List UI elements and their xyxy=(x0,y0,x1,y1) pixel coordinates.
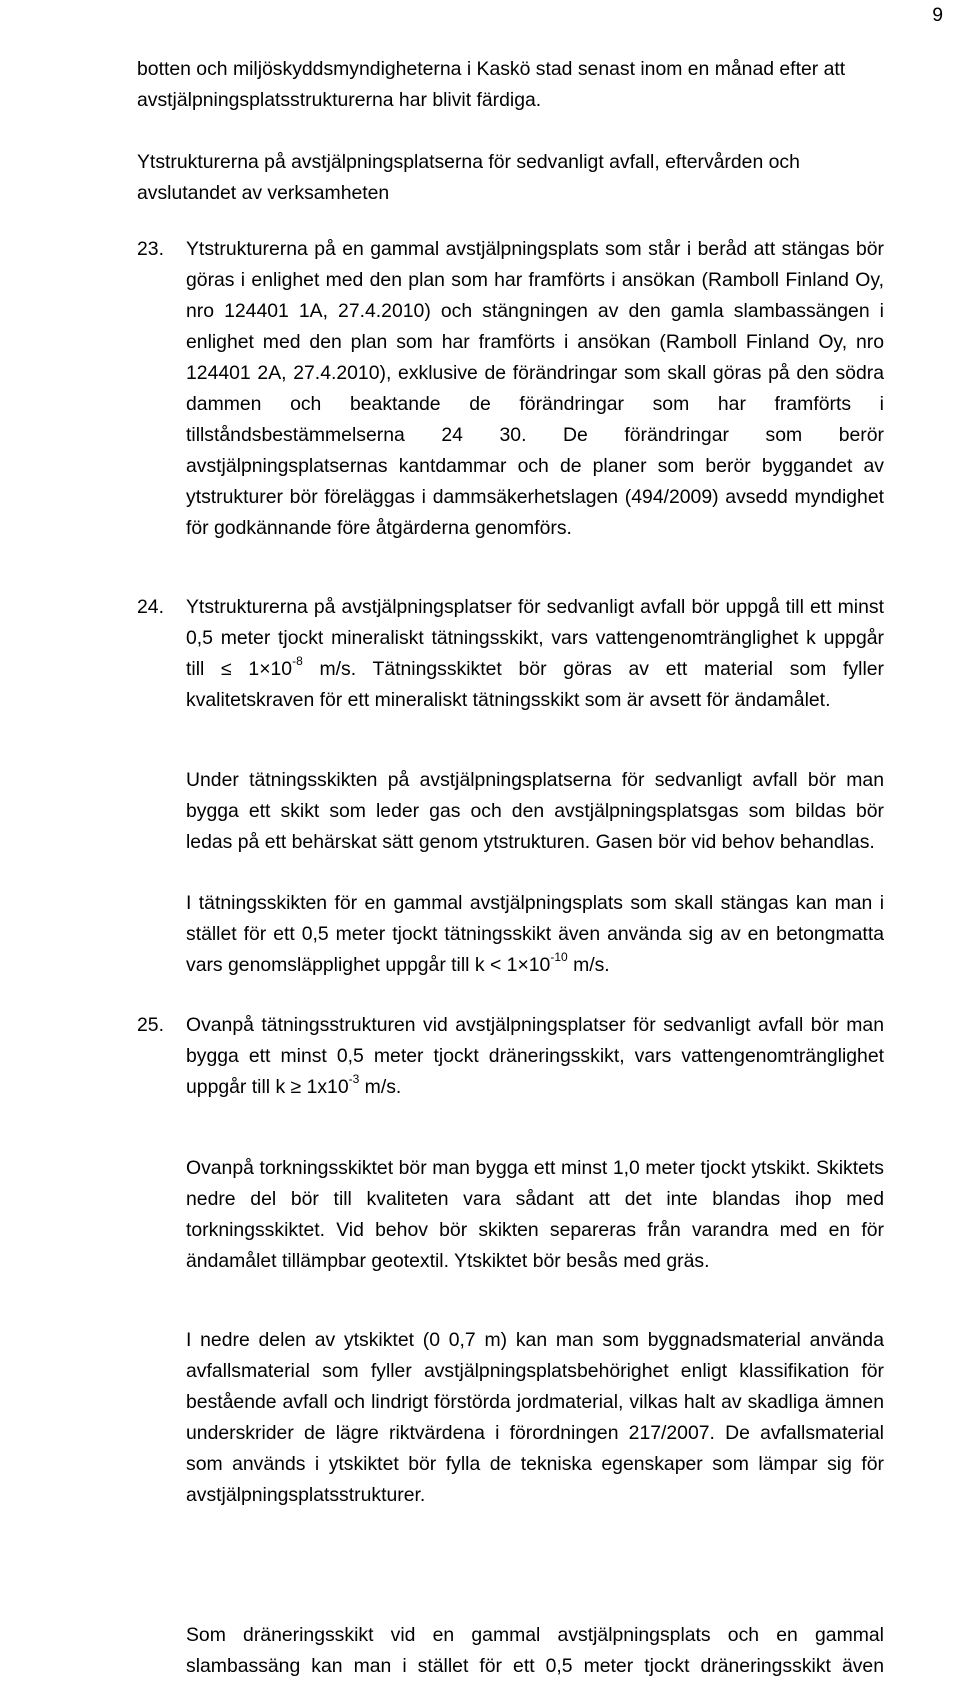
item-24-p3-b: m/s. xyxy=(567,954,610,976)
item-24-para-2 xyxy=(186,765,884,858)
item-25-p1-sup: -3 xyxy=(348,1071,360,1086)
item-25-paragraph-3: I nedre delen av ytskiktet (0 0,7 m) kan man som byggnadsmaterial använda avfallsmaterial som fyller avstjälpningsplatsbehörighet enligt klassifikation för bestående avfall och lindrigt förstörda jordmaterial, vilkas halt av skadliga ämnen underskrider de lägre riktvärdena i förordningen 217/2007. De avfallsmaterial som används i ytskiktet bör fylla de tekniska egenskaper som lämpar sig för avstjälpningsplatsstrukturer. xyxy=(186,1329,884,1506)
item-23-body xyxy=(186,234,884,544)
item-25-para-4 xyxy=(186,1620,884,1682)
item-25-paragraph-2: Ovanpå torkningsskiktet bör man bygga ett minst 1,0 meter tjockt ytskikt. Skiktets nedre del bör till kvaliteten vara sådant att det inte blandas ihop med torkningsskiktet. Vid behov bör skikten separeras från varandra med en för ändamålet tillämpbar geotextil. Ytskiktet bör besås med gräs. xyxy=(186,1157,884,1272)
item-25-para-3 xyxy=(186,1325,884,1511)
item-24-number: 24. xyxy=(137,596,164,618)
item-25-p1-b: m/s. xyxy=(359,1076,402,1098)
page-number: 9 xyxy=(932,4,943,26)
item-24-p3-sup: -10 xyxy=(550,949,568,964)
item-25-para-2 xyxy=(186,1153,884,1277)
item-24-para-3 xyxy=(186,888,884,981)
item-23-number: 23. xyxy=(137,238,164,260)
item-24-paragraph-1 xyxy=(186,592,884,716)
intro-paragraph xyxy=(137,54,884,116)
item-25-body xyxy=(186,1010,884,1103)
item-24-body xyxy=(186,592,884,716)
intro-text: botten och miljöskyddsmyndigheterna i Kaskö stad senast inom en månad efter att avstjälpningsplatsstrukturerna har blivit färdiga. xyxy=(137,58,846,111)
item-25-paragraph-1 xyxy=(186,1010,884,1103)
item-24-p3-a: I tätningsskikten för en gammal avstjälpningsplats som skall stängas kan man i stället för ett 0,5 meter tjockt tätningsskikt även använda sig av en betongmatta vars genomsläpplighet uppgår till k < 1×10 xyxy=(186,892,884,976)
section-heading-text: Ytstrukturerna på avstjälpningsplatserna för sedvanligt avfall, eftervården och avslutandet av verksamheten xyxy=(137,151,800,204)
item-25-p1-a: Ovanpå tätningsstrukturen vid avstjälpningsplatser för sedvanligt avfall bör man bygga ett minst 0,5 meter tjockt dräneringsskikt, vars vattengenomtränglighet uppgår till k ≥ 1x10 xyxy=(186,1014,884,1098)
item-25-number: 25. xyxy=(137,1014,164,1036)
item-24-p1-b: m/s. Tätningsskiktet bör göras av ett material som fyller kvalitetskraven för ett mineraliskt tätningsskikt som är avsett för ändamålet. xyxy=(186,658,884,711)
item-25-paragraph-4: Som dräneringsskikt vid en gammal avstjälpningsplats och en gammal slambassäng kan man i stället för ett 0,5 meter tjockt dräneringsskikt även xyxy=(186,1624,884,1677)
item-23-paragraph: Ytstrukturerna på en gammal avstjälpningsplats som står i beråd att stängas bör göras i enlighet med den plan som har framförts i ansökan (Ramboll Finland Oy, nro 124401 1A, 27.4.2010) och stängningen av den gamla slambassängen i enlighet med den plan som har framförts i ansökan (Ramboll Finland Oy, nro 124401 2A, 27.4.2010), exklusive de förändringar som skall göras på den södra dammen och beaktande de förändringar som har framförts i tillståndsbestämmelserna 24 30. De förändringar som berör avstjälpningsplatsernas kantdammar och de planer som berör byggandet av ytstrukturer bör föreläggas i dammsäkerhetslagen (494/2009) avsedd myndighet för godkännande före åtgärderna genomförs. xyxy=(186,238,884,539)
item-24-p1-sup: -8 xyxy=(292,653,303,668)
item-24-paragraph-2: Under tätningsskikten på avstjälpningsplatserna för sedvanligt avfall bör man bygga ett skikt som leder gas och den avstjälpningsplatsgas som bildas bör ledas på ett behärskat sätt genom ytstrukturen. Gasen bör vid behov behandlas. xyxy=(186,769,884,853)
item-24-p1-a: Ytstrukturerna på avstjälpningsplatser för sedvanligt avfall bör uppgå till ett minst 0,5 meter tjockt mineraliskt tätningsskikt, vars vattengenomtränglighet k uppgår till ≤ 1×10 xyxy=(186,596,884,680)
item-24-paragraph-3 xyxy=(186,888,884,981)
section-heading xyxy=(137,147,884,209)
